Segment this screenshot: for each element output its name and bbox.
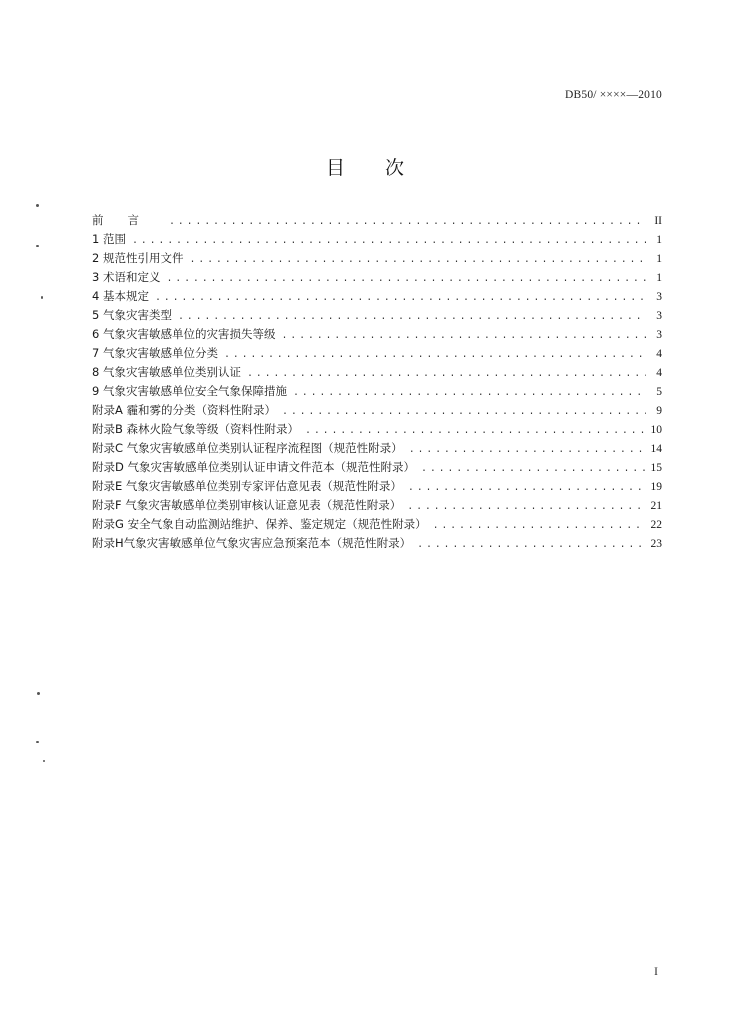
scan-speck [41,296,43,299]
toc-entry-label: 附录E 气象灾害敏感单位类别专家评估意见表（规范性附录） [92,479,402,493]
toc-leader-dots [407,498,646,517]
toc-entry-page: 4 [656,348,662,360]
toc-entry-page: 22 [650,519,662,531]
toc-entry[interactable] [92,420,662,439]
toc-entry[interactable] [92,382,662,401]
toc-entry-label: 附录C 气象灾害敏感单位类别认证程序流程图（规范性附录） [92,441,403,455]
toc-entry-page: 5 [656,386,662,398]
toc-entry-page: II [654,215,662,227]
toc-entry[interactable] [92,344,662,363]
toc-leader-dots [408,479,646,498]
toc-entry-label: 9 气象灾害敏感单位安全气象保障措施 [92,384,287,398]
toc-entry[interactable] [92,268,662,287]
toc-leader-dots [282,403,646,422]
toc-leader-dots [247,365,646,384]
toc-entry-page: 10 [650,424,662,436]
scan-speck [37,692,40,695]
toc-entry-label: 2 规范性引用文件 [92,251,184,265]
toc-leader-dots [421,460,646,479]
toc-leader-dots [166,270,646,289]
toc-entry-page: 3 [656,291,662,303]
toc-entry[interactable] [92,287,662,306]
scan-speck [43,760,45,762]
toc-leader-dots [417,536,646,555]
toc-entry-label: 1 范围 [92,232,126,246]
toc-entry[interactable] [92,458,662,477]
toc-entry-label: 8 气象灾害敏感单位类别认证 [92,365,241,379]
toc-leader-dots [224,346,646,365]
toc-leader-dots [155,289,646,308]
toc-entry-page: 21 [650,500,662,512]
toc-entry[interactable] [92,439,662,458]
toc-entry[interactable] [92,230,662,249]
toc-entry-page: 3 [656,329,662,341]
toc-entry-label: 附录G 安全气象自动监测站维护、保养、鉴定规定（规范性附录） [92,517,427,531]
toc-leader-dots [409,441,646,460]
toc-entry[interactable] [92,306,662,325]
toc-entry-page: 4 [656,367,662,379]
scan-speck [36,204,39,207]
toc-entry[interactable] [92,249,662,268]
toc-entry-page: 23 [650,538,662,550]
toc-entry-label: 前言 [92,213,163,227]
toc-entry-label: 7 气象灾害敏感单位分类 [92,346,218,360]
page-number: I [654,964,658,978]
scan-speck [36,741,39,743]
page-title: 目次 [325,157,444,179]
table-of-contents [92,211,662,553]
toc-leader-dots [132,232,646,251]
toc-entry-label: 5 气象灾害类型 [92,308,172,322]
document-code: DB50/ ××××—2010 [565,89,662,101]
toc-entry-label: 附录F 气象灾害敏感单位类别审核认证意见表（规范性附录） [92,498,402,512]
toc-entry[interactable] [92,515,662,534]
toc-leader-dots [433,517,646,536]
toc-entry-page: 15 [650,462,662,474]
toc-entry[interactable] [92,534,662,553]
toc-leader-dots [281,327,646,346]
toc-entry[interactable] [92,325,662,344]
toc-entry-label: 3 术语和定义 [92,270,161,284]
toc-entry-label: 附录D 气象灾害敏感单位类别认证申请文件范本（规范性附录） [92,460,416,474]
toc-entry-page: 19 [650,481,662,493]
scan-speck [36,245,39,247]
toc-leader-dots [293,384,646,403]
toc-entry-page: 3 [656,310,662,322]
toc-entry-label: 附录B 森林火险气象等级（资料性附录） [92,422,300,436]
toc-entry-page: 1 [656,234,662,246]
toc-leader-dots [189,251,646,270]
toc-entry-label: 附录A 霾和雾的分类（资料性附录） [92,403,277,417]
toc-entry-label: 6 气象灾害敏感单位的灾害损失等级 [92,327,276,341]
toc-entry-page: 1 [656,272,662,284]
toc-entry-page: 9 [656,405,662,417]
toc-entry-page: 1 [656,253,662,265]
toc-entry[interactable] [92,211,662,230]
toc-leader-dots [169,213,646,232]
toc-entry-page: 14 [650,443,662,455]
toc-entry[interactable] [92,363,662,382]
toc-entry-label: 附录H气象灾害敏感单位气象灾害应急预案范本（规范性附录） [92,536,412,550]
toc-entry[interactable] [92,401,662,420]
toc-entry-label: 4 基本规定 [92,289,149,303]
toc-entry[interactable] [92,496,662,515]
toc-entry[interactable] [92,477,662,496]
